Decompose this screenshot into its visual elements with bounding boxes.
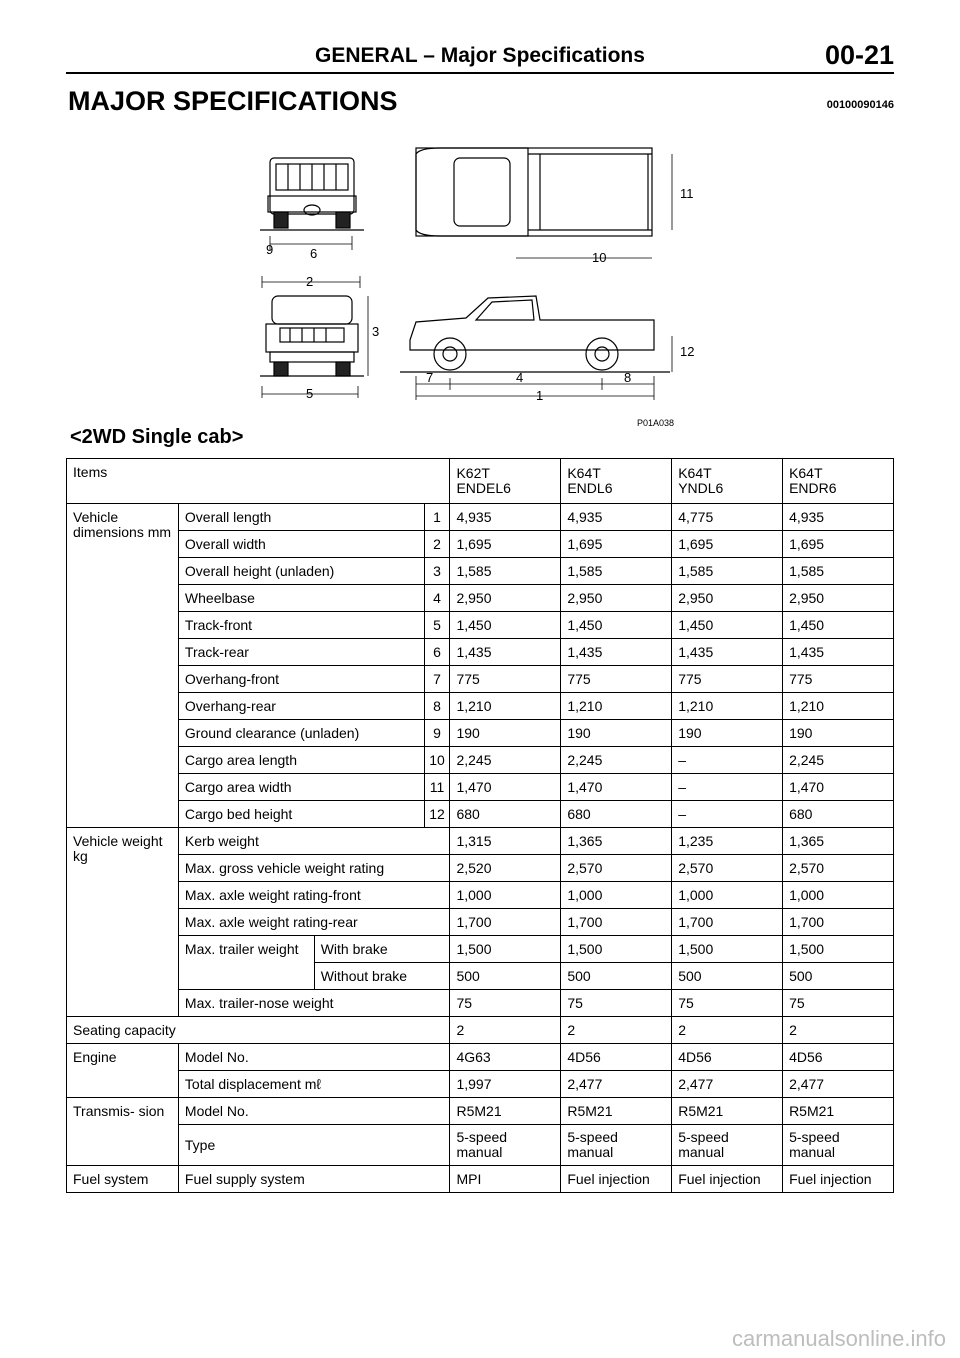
value-cell: 2 — [783, 1017, 894, 1044]
value-cell: 75 — [783, 990, 894, 1017]
dimension-row — [67, 801, 894, 828]
table-subtitle: <2WD Single cab> — [70, 426, 244, 448]
value-cell: 1,700 — [561, 909, 672, 936]
row-label: Wheelbase — [178, 585, 424, 612]
value-cell: – — [672, 774, 783, 801]
value-cell: 5-speed manual — [783, 1125, 894, 1166]
dim-label-8: 8 — [624, 370, 632, 385]
group-label-transmission: Transmis- sion — [67, 1098, 179, 1166]
side-view-drawing — [400, 296, 670, 372]
row-label: Model No. — [178, 1044, 450, 1071]
model-variant: ENDEL6 — [456, 480, 511, 496]
row-label: Max. trailer-nose weight — [178, 990, 450, 1017]
document-code: 00100090146 — [826, 99, 894, 111]
value-cell: R5M21 — [783, 1098, 894, 1125]
specifications-table — [66, 458, 894, 1193]
value-cell: Fuel injection — [783, 1166, 894, 1193]
value-cell: 2,477 — [783, 1071, 894, 1098]
value-cell: 2,570 — [561, 855, 672, 882]
value-cell: 1,585 — [561, 558, 672, 585]
value-cell: 1,210 — [783, 693, 894, 720]
value-cell: 190 — [561, 720, 672, 747]
model-header — [672, 459, 783, 504]
row-label: Overall length — [178, 504, 424, 531]
row-label: Cargo bed height — [178, 801, 424, 828]
dim-label-10: 10 — [592, 250, 607, 265]
model-header — [561, 459, 672, 504]
value-cell: 1,435 — [561, 639, 672, 666]
dimension-row — [67, 747, 894, 774]
dimension-row — [67, 531, 894, 558]
value-cell: 1,500 — [783, 936, 894, 963]
ref-number: 8 — [424, 693, 450, 720]
value-cell: 2 — [672, 1017, 783, 1044]
value-cell: 2,950 — [450, 585, 561, 612]
dimension-lines — [262, 154, 672, 400]
ref-number: 7 — [424, 666, 450, 693]
group-label-fuel: Fuel system — [67, 1166, 179, 1193]
value-cell: 4,935 — [450, 504, 561, 531]
value-cell: 1,470 — [450, 774, 561, 801]
dim-label-3: 3 — [372, 324, 380, 339]
value-cell: 4,775 — [672, 504, 783, 531]
value-cell: 4,935 — [783, 504, 894, 531]
top-view-drawing — [416, 148, 652, 236]
ref-number: 11 — [424, 774, 450, 801]
value-cell: 680 — [450, 801, 561, 828]
page-number: 00-21 — [824, 40, 894, 70]
header-title — [66, 44, 894, 68]
group-label-seating: Seating capacity — [67, 1017, 450, 1044]
group-label-weight: Vehicle weight kg — [67, 828, 179, 1017]
header-rule — [66, 72, 894, 74]
value-cell: 1,500 — [561, 936, 672, 963]
value-cell: Fuel injection — [561, 1166, 672, 1193]
value-cell: 775 — [783, 666, 894, 693]
model-variant: YNDL6 — [678, 480, 724, 496]
value-cell: 680 — [561, 801, 672, 828]
value-cell: 190 — [783, 720, 894, 747]
value-cell: 1,210 — [450, 693, 561, 720]
dim-label-4: 4 — [516, 370, 524, 385]
figure-code: P01A038 — [637, 418, 675, 428]
ref-number: 6 — [424, 639, 450, 666]
header-dash: – — [423, 44, 435, 67]
watermark: carmanualsonline.info — [731, 1326, 946, 1351]
fuel-row — [67, 1166, 894, 1193]
header-subsection: Major Specifications — [440, 44, 645, 67]
value-cell: 1,997 — [450, 1071, 561, 1098]
value-cell: 4G63 — [450, 1044, 561, 1071]
value-cell: 1,700 — [672, 909, 783, 936]
value-cell: 775 — [450, 666, 561, 693]
value-cell: 2 — [450, 1017, 561, 1044]
value-cell: R5M21 — [450, 1098, 561, 1125]
weight-row — [67, 828, 894, 855]
value-cell: 5-speed manual — [450, 1125, 561, 1166]
value-cell: 1,450 — [783, 612, 894, 639]
value-cell: 500 — [561, 963, 672, 990]
value-cell: 2,245 — [561, 747, 672, 774]
value-cell: 1,695 — [561, 531, 672, 558]
value-cell: 500 — [783, 963, 894, 990]
weight-row — [67, 990, 894, 1017]
dim-label-12: 12 — [680, 344, 695, 359]
ref-number: 1 — [424, 504, 450, 531]
value-cell: Fuel injection — [672, 1166, 783, 1193]
value-cell: 1,450 — [450, 612, 561, 639]
row-label: With brake — [314, 936, 450, 963]
model-code: K64T — [678, 465, 712, 481]
value-cell: 4,935 — [561, 504, 672, 531]
row-label: Overall height (unladen) — [178, 558, 424, 585]
value-cell: 500 — [450, 963, 561, 990]
value-cell: 1,450 — [561, 612, 672, 639]
dim-label-9: 9 — [266, 242, 274, 257]
value-cell: 1,470 — [561, 774, 672, 801]
row-label: Total displacement mℓ — [178, 1071, 450, 1098]
value-cell: 2,245 — [450, 747, 561, 774]
seating-row — [67, 1017, 894, 1044]
dim-label-7: 7 — [426, 370, 434, 385]
dimension-row — [67, 666, 894, 693]
value-cell: 1,585 — [783, 558, 894, 585]
dimension-row — [67, 504, 894, 531]
value-cell: 1,435 — [783, 639, 894, 666]
value-cell: 680 — [783, 801, 894, 828]
row-label: Max. gross vehicle weight rating — [178, 855, 450, 882]
value-cell: – — [672, 747, 783, 774]
value-cell: 1,695 — [672, 531, 783, 558]
dimension-row — [67, 558, 894, 585]
dim-label-11: 11 — [680, 186, 694, 201]
row-label: Max. axle weight rating-front — [178, 882, 450, 909]
value-cell: 500 — [672, 963, 783, 990]
value-cell: 1,700 — [450, 909, 561, 936]
value-cell: 4D56 — [783, 1044, 894, 1071]
value-cell: 1,210 — [561, 693, 672, 720]
ref-number: 10 — [424, 747, 450, 774]
dim-label-2: 2 — [306, 274, 314, 289]
ref-number: 4 — [424, 585, 450, 612]
value-cell: 75 — [672, 990, 783, 1017]
value-cell: 775 — [561, 666, 672, 693]
engine-row — [67, 1044, 894, 1071]
section-title: MAJOR SPECIFICATIONS — [68, 86, 398, 116]
value-cell: 1,000 — [450, 882, 561, 909]
value-cell: 2,950 — [783, 585, 894, 612]
value-cell: 2,520 — [450, 855, 561, 882]
model-header — [783, 459, 894, 504]
row-label: Cargo area width — [178, 774, 424, 801]
model-code: K64T — [789, 465, 823, 481]
engine-row — [67, 1071, 894, 1098]
value-cell: 2 — [561, 1017, 672, 1044]
value-cell: 1,700 — [783, 909, 894, 936]
row-label: Fuel supply system — [178, 1166, 450, 1193]
value-cell: MPI — [450, 1166, 561, 1193]
value-cell: 1,695 — [783, 531, 894, 558]
weight-row — [67, 882, 894, 909]
row-label: Type — [178, 1125, 450, 1166]
row-label: Overhang-rear — [178, 693, 424, 720]
value-cell: 5-speed manual — [561, 1125, 672, 1166]
ref-number: 9 — [424, 720, 450, 747]
value-cell: R5M21 — [561, 1098, 672, 1125]
value-cell: 2,950 — [561, 585, 672, 612]
value-cell: 1,450 — [672, 612, 783, 639]
trailer-row — [67, 936, 894, 963]
value-cell: 4D56 — [672, 1044, 783, 1071]
model-code: K62T — [456, 465, 490, 481]
value-cell: 4D56 — [561, 1044, 672, 1071]
row-label: Cargo area length — [178, 747, 424, 774]
row-label: Without brake — [314, 963, 450, 990]
value-cell: 1,315 — [450, 828, 561, 855]
value-cell: 1,210 — [672, 693, 783, 720]
value-cell: 1,000 — [672, 882, 783, 909]
row-label: Model No. — [178, 1098, 450, 1125]
value-cell: 75 — [450, 990, 561, 1017]
page-header — [66, 40, 894, 74]
row-label: Track-front — [178, 612, 424, 639]
value-cell: 1,585 — [450, 558, 561, 585]
value-cell: 190 — [450, 720, 561, 747]
value-cell: 2,950 — [672, 585, 783, 612]
row-label: Track-rear — [178, 639, 424, 666]
dimension-row — [67, 612, 894, 639]
dim-label-1: 1 — [536, 388, 544, 403]
value-cell: 1,695 — [450, 531, 561, 558]
transmission-row — [67, 1098, 894, 1125]
front-view-drawing — [260, 296, 364, 376]
row-label: Ground clearance (unladen) — [178, 720, 424, 747]
ref-number: 2 — [424, 531, 450, 558]
vehicle-dimension-figure — [240, 140, 720, 430]
value-cell: 775 — [672, 666, 783, 693]
value-cell: – — [672, 801, 783, 828]
row-label: Overhang-front — [178, 666, 424, 693]
value-cell: 2,477 — [672, 1071, 783, 1098]
value-cell: R5M21 — [672, 1098, 783, 1125]
value-cell: 1,000 — [783, 882, 894, 909]
dimension-row — [67, 774, 894, 801]
ref-number: 3 — [424, 558, 450, 585]
group-label-engine: Engine — [67, 1044, 179, 1098]
model-variant: ENDL6 — [567, 480, 613, 496]
value-cell: 1,500 — [672, 936, 783, 963]
value-cell: 2,570 — [783, 855, 894, 882]
dimension-row — [67, 693, 894, 720]
header-section: GENERAL — [315, 44, 418, 67]
row-label: Overall width — [178, 531, 424, 558]
value-cell: 1,470 — [783, 774, 894, 801]
rear-view-drawing — [260, 158, 364, 230]
group-label-dimensions: Vehicle dimensions mm — [67, 504, 179, 828]
model-code: K64T — [567, 465, 601, 481]
value-cell: 2,570 — [672, 855, 783, 882]
dim-label-5: 5 — [306, 386, 314, 401]
weight-row — [67, 909, 894, 936]
value-cell: 1,500 — [450, 936, 561, 963]
value-cell: 2,477 — [561, 1071, 672, 1098]
dim-label-6: 6 — [310, 246, 318, 261]
items-header: Items — [67, 459, 450, 504]
value-cell: 75 — [561, 990, 672, 1017]
value-cell: 1,585 — [672, 558, 783, 585]
value-cell: 5-speed manual — [672, 1125, 783, 1166]
model-variant: ENDR6 — [789, 480, 837, 496]
value-cell: 1,235 — [672, 828, 783, 855]
weight-row — [67, 855, 894, 882]
transmission-row — [67, 1125, 894, 1166]
row-label: Max. axle weight rating-rear — [178, 909, 450, 936]
model-header — [450, 459, 561, 504]
value-cell: 190 — [672, 720, 783, 747]
value-cell: 1,435 — [672, 639, 783, 666]
value-cell: 1,435 — [450, 639, 561, 666]
dimension-row — [67, 639, 894, 666]
ref-number: 12 — [424, 801, 450, 828]
row-label: Kerb weight — [178, 828, 450, 855]
trailer-group-label: Max. trailer weight — [178, 936, 314, 990]
value-cell: 1,000 — [561, 882, 672, 909]
dimension-row — [67, 585, 894, 612]
dimension-row — [67, 720, 894, 747]
value-cell: 1,365 — [783, 828, 894, 855]
value-cell: 1,365 — [561, 828, 672, 855]
value-cell: 2,245 — [783, 747, 894, 774]
table-header-row — [67, 459, 894, 504]
ref-number: 5 — [424, 612, 450, 639]
